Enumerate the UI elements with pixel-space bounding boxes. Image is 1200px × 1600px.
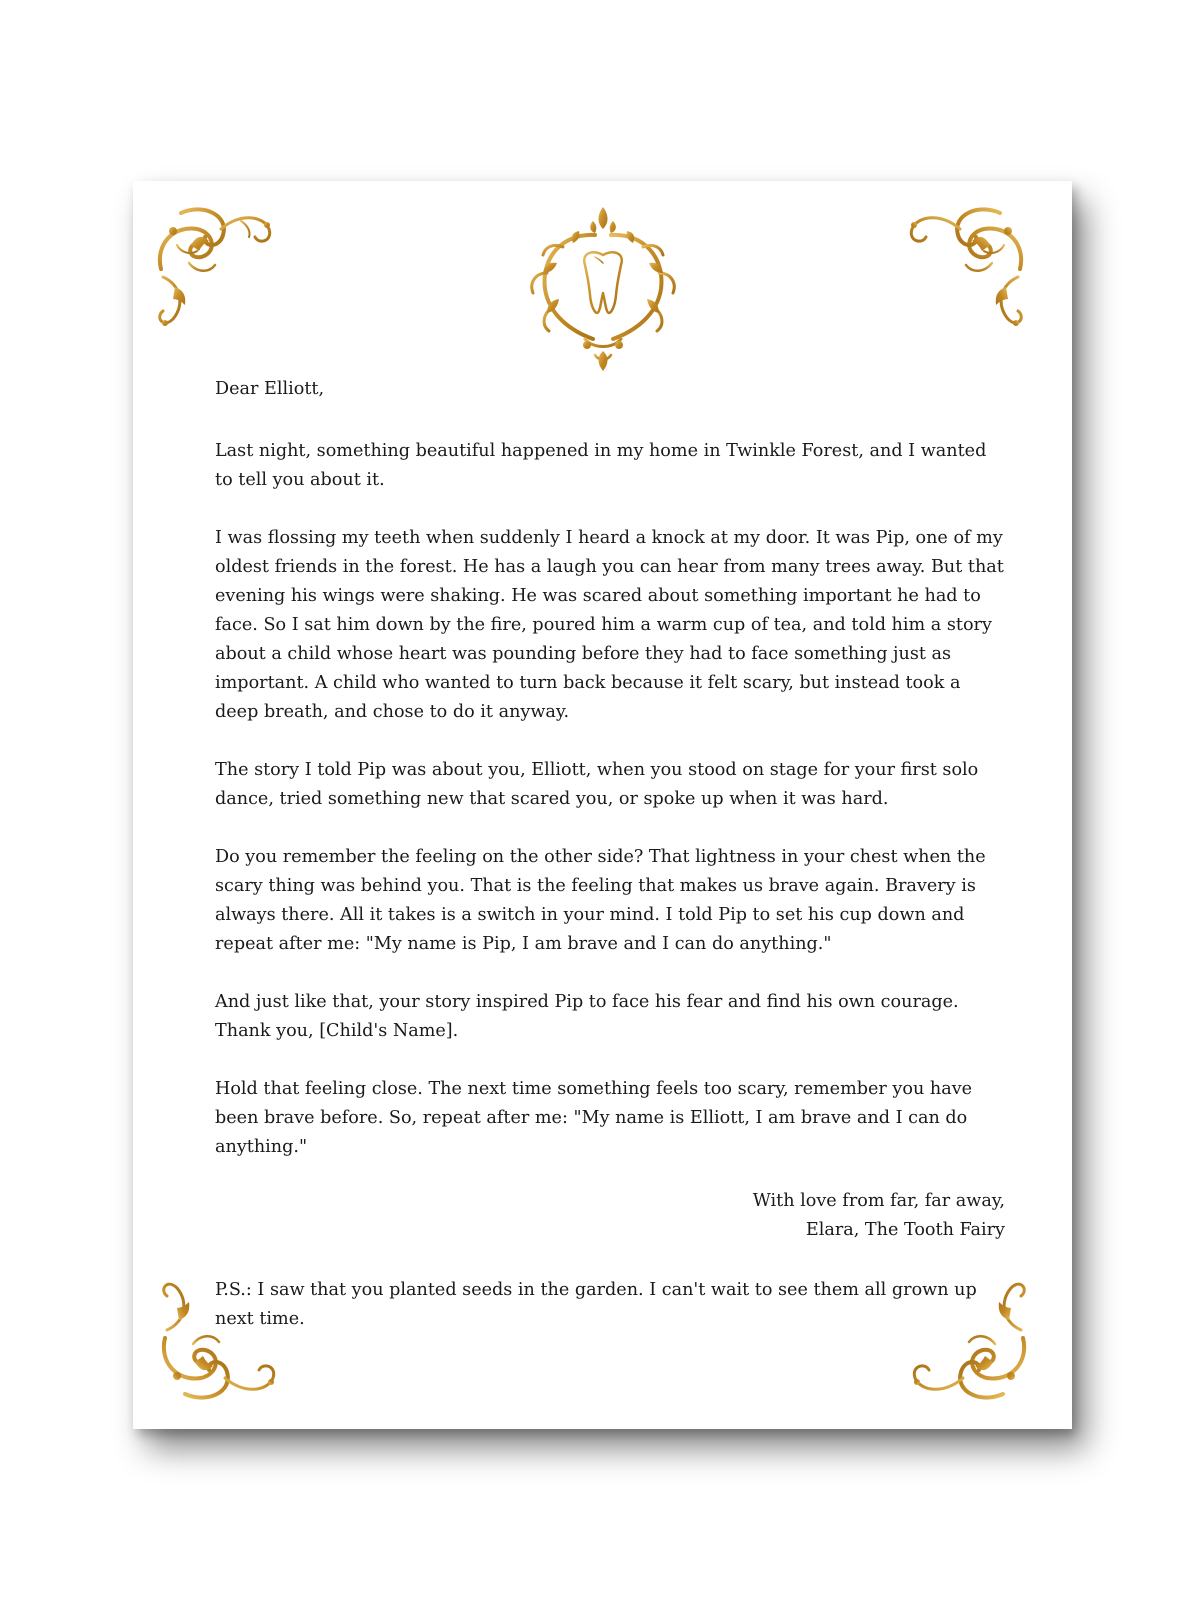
letter-body <box>215 375 1005 1363</box>
paragraph: Do you remember the feeling on the other side? That lightness in your chest when the scary thing was behind you. That is the feeling that makes us brave again. Bravery is always there. All it takes is a switch in your mind. I told Pip to set his cup down and repeat after me: "My name is Pip, I am brave and I can do anything." <box>215 847 986 954</box>
paragraph: I was flossing my teeth when suddenly I heard a knock at my door. It was Pip, one of my oldest friends in the forest. He has a laugh you can hear from many trees away. But that evening his wings were shaking. He was scared about something important he had to face. So I sat him down by the fire, poured him a warm cup of tea, and told him a story about a child whose heart was pounding before they had to face something just as important. A child who wanted to turn back because it felt scary, but instead took a deep breath, and chose to do it anyway. <box>215 528 1004 722</box>
salutation: Dear Elliott, <box>215 379 325 399</box>
tooth-crest-icon <box>523 203 683 373</box>
paragraph: Last night, something beautiful happened in my home in Twinkle Forest, and I wanted to tell you about it. <box>215 441 987 490</box>
paragraph: And just like that, your story inspired Pip to face his fear and find his own courage. Thank you, [Child's Name]. <box>215 992 959 1041</box>
letter-page <box>133 181 1072 1429</box>
postscript: P.S.: I saw that you planted seeds in the garden. I can't wait to see them all grown up next time. <box>215 1280 977 1329</box>
paragraph: The story I told Pip was about you, Elliott, when you stood on stage for your first solo dance, tried something new that scared you, or spoke up when it was hard. <box>215 760 979 809</box>
signature-block <box>215 1187 1005 1245</box>
paragraph: Hold that feeling close. The next time something feels too scary, remember you have been brave before. So, repeat after me: "My name is Elliott, I am brave and I can do anything." <box>215 1079 973 1157</box>
closing-line: With love from far, far away, <box>752 1191 1005 1211</box>
signature-name: Elara, The Tooth Fairy <box>805 1220 1005 1240</box>
